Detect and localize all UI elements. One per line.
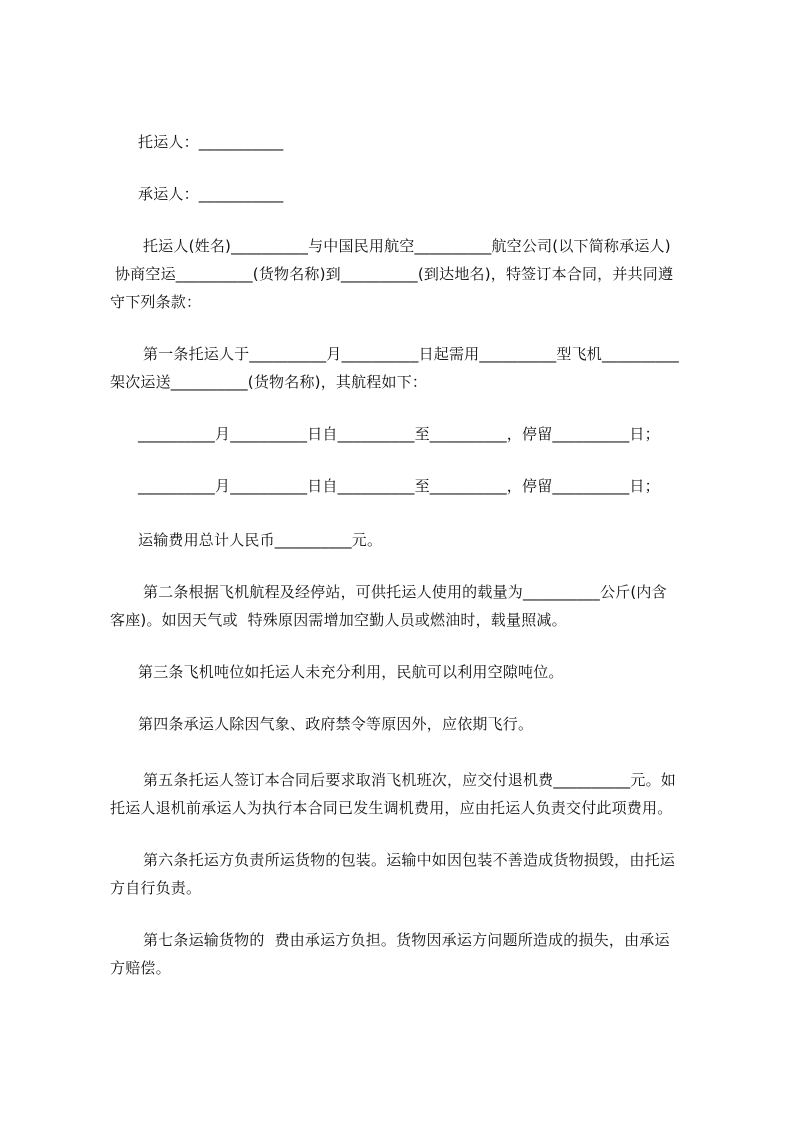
article-5-line-2: 托运人退机前承运人为执行本合同已发生调机费用，应由托运人负责交付此项费用。 [110,799,673,817]
route-line-1: __________月__________日自__________至__________，停留__________日； [138,425,660,443]
article-2-line-1: 第二条根据飞机航程及经停站，可供托运人使用的载量为__________公斤(内含 [138,583,667,601]
article-7-line-1: 第七条运输货物的 费由承运方负担。货物因承运方问题所造成的损失，由承运 [138,931,670,949]
article-2-line-2: 客座)。如因天气或 特殊原因需增加空勤人员或燃油时，载量照减。 [110,611,567,629]
article-1-line-2: 架次运送__________(货物名称)，其航程如下： [110,373,428,391]
preamble-line-1: 托运人(姓名)__________与中国民用航空__________航空公司(以下简称承运人) [138,237,671,255]
preamble-line-3: 守下列条款： [110,293,202,311]
article-5-line-1: 第五条托运人签订本合同后要求取消飞机班次，应交付退机费__________元。如 [138,771,676,789]
article-6-line-1: 第六条托运方负责所运货物的包装。运输中如因包装不善造成货物损毁，由托运 [138,851,675,869]
article-3-line: 第三条飞机吨位如托运人未充分利用，民航可以利用空隙吨位。 [138,663,564,681]
fee-total-line: 运输费用总计人民币__________元。 [138,531,383,549]
article-4-line: 第四条承运人除因气象、政府禁令等原因外，应依期飞行。 [138,715,534,733]
preamble-line-2: 协商空运__________(货物名称)到__________(到达地名)，特签订本合同，并共同遵 [110,265,674,283]
article-6-line-2: 方自行负责。 [110,879,202,897]
shipper-line: 托运人：___________ [138,133,284,151]
article-7-line-2: 方赔偿。 [110,959,171,977]
article-1-line-1: 第一条托运人于__________月__________日起需用__________型飞机__________ [138,345,679,363]
route-line-2: __________月__________日自__________至__________，停留__________日； [138,477,660,495]
carrier-line: 承运人：___________ [138,185,284,203]
